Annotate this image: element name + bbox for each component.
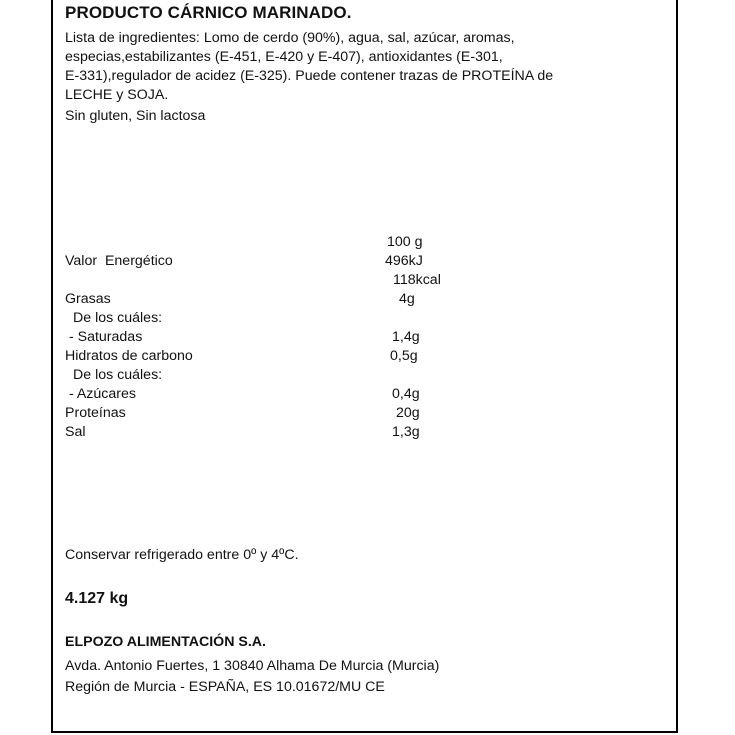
nutrient-name: - Azúcares	[65, 386, 136, 402]
nutrition-row-of-which	[65, 309, 625, 328]
nutrition-row-saturated	[65, 328, 625, 347]
ingredients-line: especias,estabilizantes (E-451, E-420 y E-407), antioxidantes (E-301,	[65, 49, 503, 65]
nutrient-name: - Saturadas	[65, 329, 143, 345]
ingredients-list	[65, 29, 640, 105]
nutrition-row-sugars	[65, 385, 625, 404]
nutrient-value: 118kcal	[393, 272, 441, 288]
allergen-free-note: Sin gluten, Sin lactosa	[65, 108, 206, 124]
nutrition-table	[65, 233, 625, 442]
company-name: ELPOZO ALIMENTACIÓN S.A.	[65, 634, 266, 650]
nutrition-row-energy	[65, 252, 625, 271]
nutrient-value: 0,5g	[390, 348, 418, 364]
ingredients-line: LECHE y SOJA.	[65, 87, 169, 103]
nutrient-name: Hidratos de carbono	[65, 348, 193, 364]
nutrient-value: 1,3g	[392, 424, 420, 440]
net-weight: 4.127 kg	[65, 590, 129, 607]
nutrient-name: De los cuáles:	[73, 310, 163, 326]
nutrient-name: De los cuáles:	[73, 367, 163, 383]
nutrient-value: 4g	[399, 291, 415, 307]
nutrient-name: Sal	[65, 424, 86, 440]
ingredients-line: E-331),regulador de acidez (E-325). Puede contener trazas de PROTEÍNA de	[65, 68, 554, 84]
nutrition-row-carbohydrates	[65, 347, 625, 366]
nutrient-value: 20g	[396, 405, 420, 421]
nutrition-header	[65, 233, 625, 252]
product-title: PRODUCTO CÁRNICO MARINADO.	[65, 3, 352, 22]
nutrient-name: Grasas	[65, 291, 111, 307]
nutrient-value: 1,4g	[392, 329, 420, 345]
nutrient-value: 0,4g	[392, 386, 420, 402]
nutrition-row-fat	[65, 290, 625, 309]
nutrition-row-protein	[65, 404, 625, 423]
nutrient-name: Proteínas	[65, 405, 126, 421]
ingredients-line: Lista de ingredientes: Lomo de cerdo (90%), agua, sal, azúcar, aromas,	[65, 30, 515, 46]
address-line: Avda. Antonio Fuertes, 1 30840 Alhama De Murcia (Murcia)	[65, 658, 440, 674]
nutrition-column-header: 100 g	[387, 234, 423, 250]
nutrient-value: 496kJ	[385, 253, 423, 269]
company-address	[65, 656, 439, 698]
nutrition-row-energy-kcal	[65, 271, 625, 290]
nutrition-row-of-which	[65, 366, 625, 385]
product-label	[51, 0, 678, 733]
storage-instructions: Conservar refrigerado entre 0º y 4ºC.	[65, 547, 299, 563]
address-line: Región de Murcia - ESPAÑA, ES 10.01672/MU CE	[65, 679, 385, 695]
nutrient-name: Valor Energético	[65, 253, 173, 269]
nutrition-row-salt	[65, 423, 625, 442]
